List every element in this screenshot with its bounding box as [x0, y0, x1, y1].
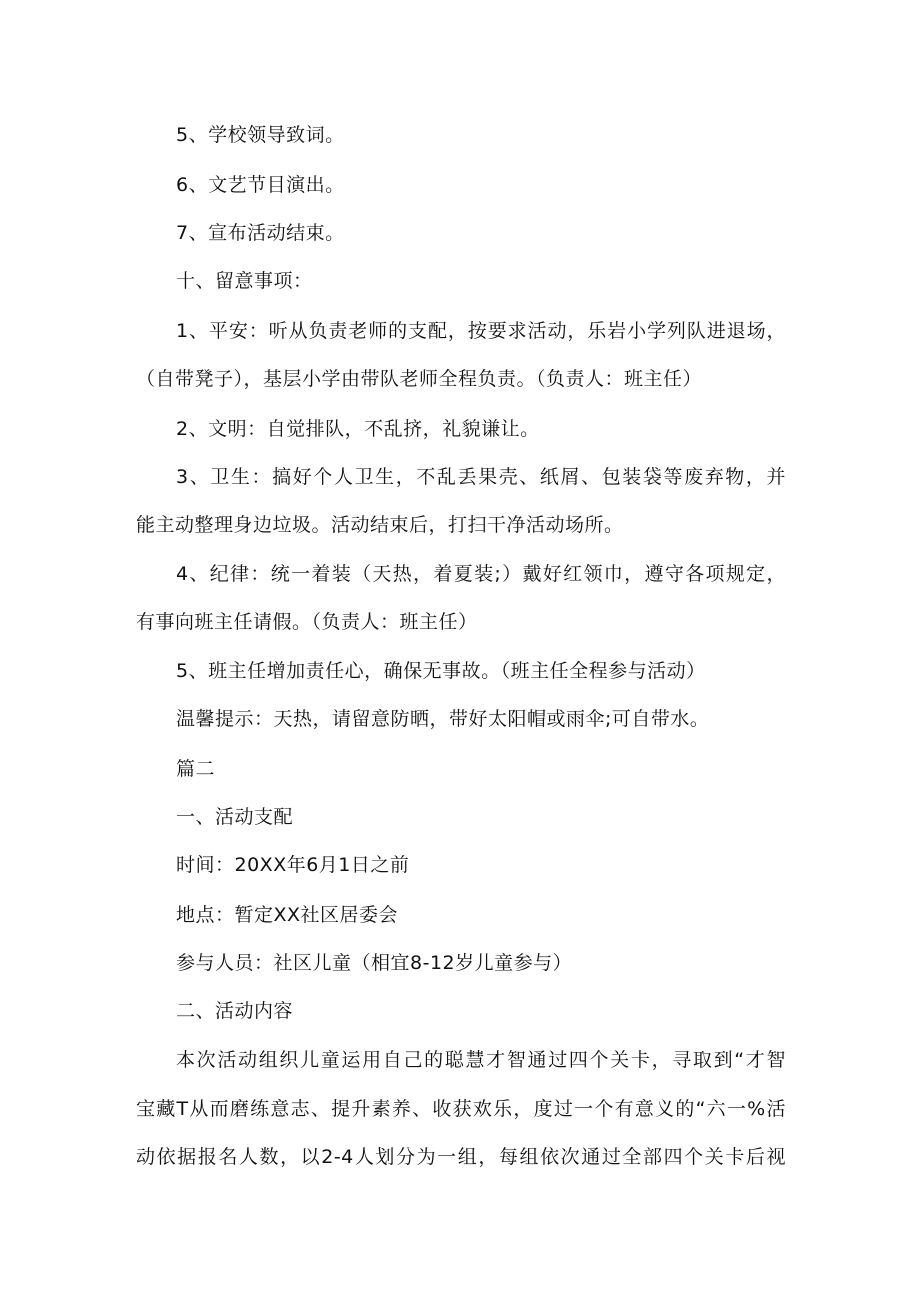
list-item-6-performance: 6、文艺节目演出。: [176, 174, 345, 196]
content-paragraph-line3: 动依据报名人数，以2-4人划分为一组，每组依次通过全部四个关卡后视: [136, 1146, 786, 1168]
note-3-hygiene-line2: 能主动整理身边垃圾。活动结束后，打扫干净活动场所。: [136, 514, 624, 536]
arrangement-participants: 参与人员：社区儿童（相宜8-12岁儿童参与）: [176, 952, 573, 974]
warm-tip: 温馨提示：天热，请留意防晒，带好太阳帽或雨伞;可自带水。: [176, 708, 710, 730]
content-paragraph-line1: 本次活动组织儿童运用自己的聪慧才智通过四个关卡，寻取到“才智: [176, 1049, 786, 1071]
note-2-civility: 2、文明：自觉排队，不乱挤，礼貌谦让。: [176, 418, 540, 440]
content-paragraph-line2: 宝藏T从而磨练意志、提升素养、收获欢乐，度过一个有意义的“六一%活: [136, 1098, 786, 1120]
note-4-discipline-line1: 4、纪律：统一着装（天热，着夏装;）戴好红领巾，遵守各项规定，: [176, 563, 786, 585]
note-3-hygiene-line1: 3、卫生：搞好个人卫生，不乱丢果壳、纸屑、包装袋等废弃物，并: [176, 466, 786, 488]
list-item-5-leader-speech: 5、学校领导致词。: [176, 124, 345, 146]
note-1-safety-line2: （自带凳子），基层小学由带队老师全程负责。（负责人：班主任）: [136, 368, 703, 390]
section-heading-notes: 十、留意事项：: [176, 270, 313, 292]
arrangement-time: 时间：20XX年6月1日之前: [176, 854, 410, 876]
list-item-7-activity-end: 7、宣布活动结束。: [176, 222, 345, 244]
note-5-teacher-duty: 5、班主任增加责任心，确保无事故。（班主任全程参与活动）: [176, 660, 706, 682]
part-two-heading: 篇二: [176, 758, 216, 780]
arrangement-location: 地点：暂定XX社区居委会: [176, 904, 399, 926]
section-heading-arrangement: 一、活动支配: [176, 806, 294, 828]
note-1-safety-line1: 1、平安：听从负责老师的支配，按要求活动，乐岩小学列队进退场，: [176, 320, 786, 342]
note-4-discipline-line2: 有事向班主任请假。（负责人：班主任）: [136, 611, 478, 633]
section-heading-content: 二、活动内容: [176, 1000, 294, 1022]
